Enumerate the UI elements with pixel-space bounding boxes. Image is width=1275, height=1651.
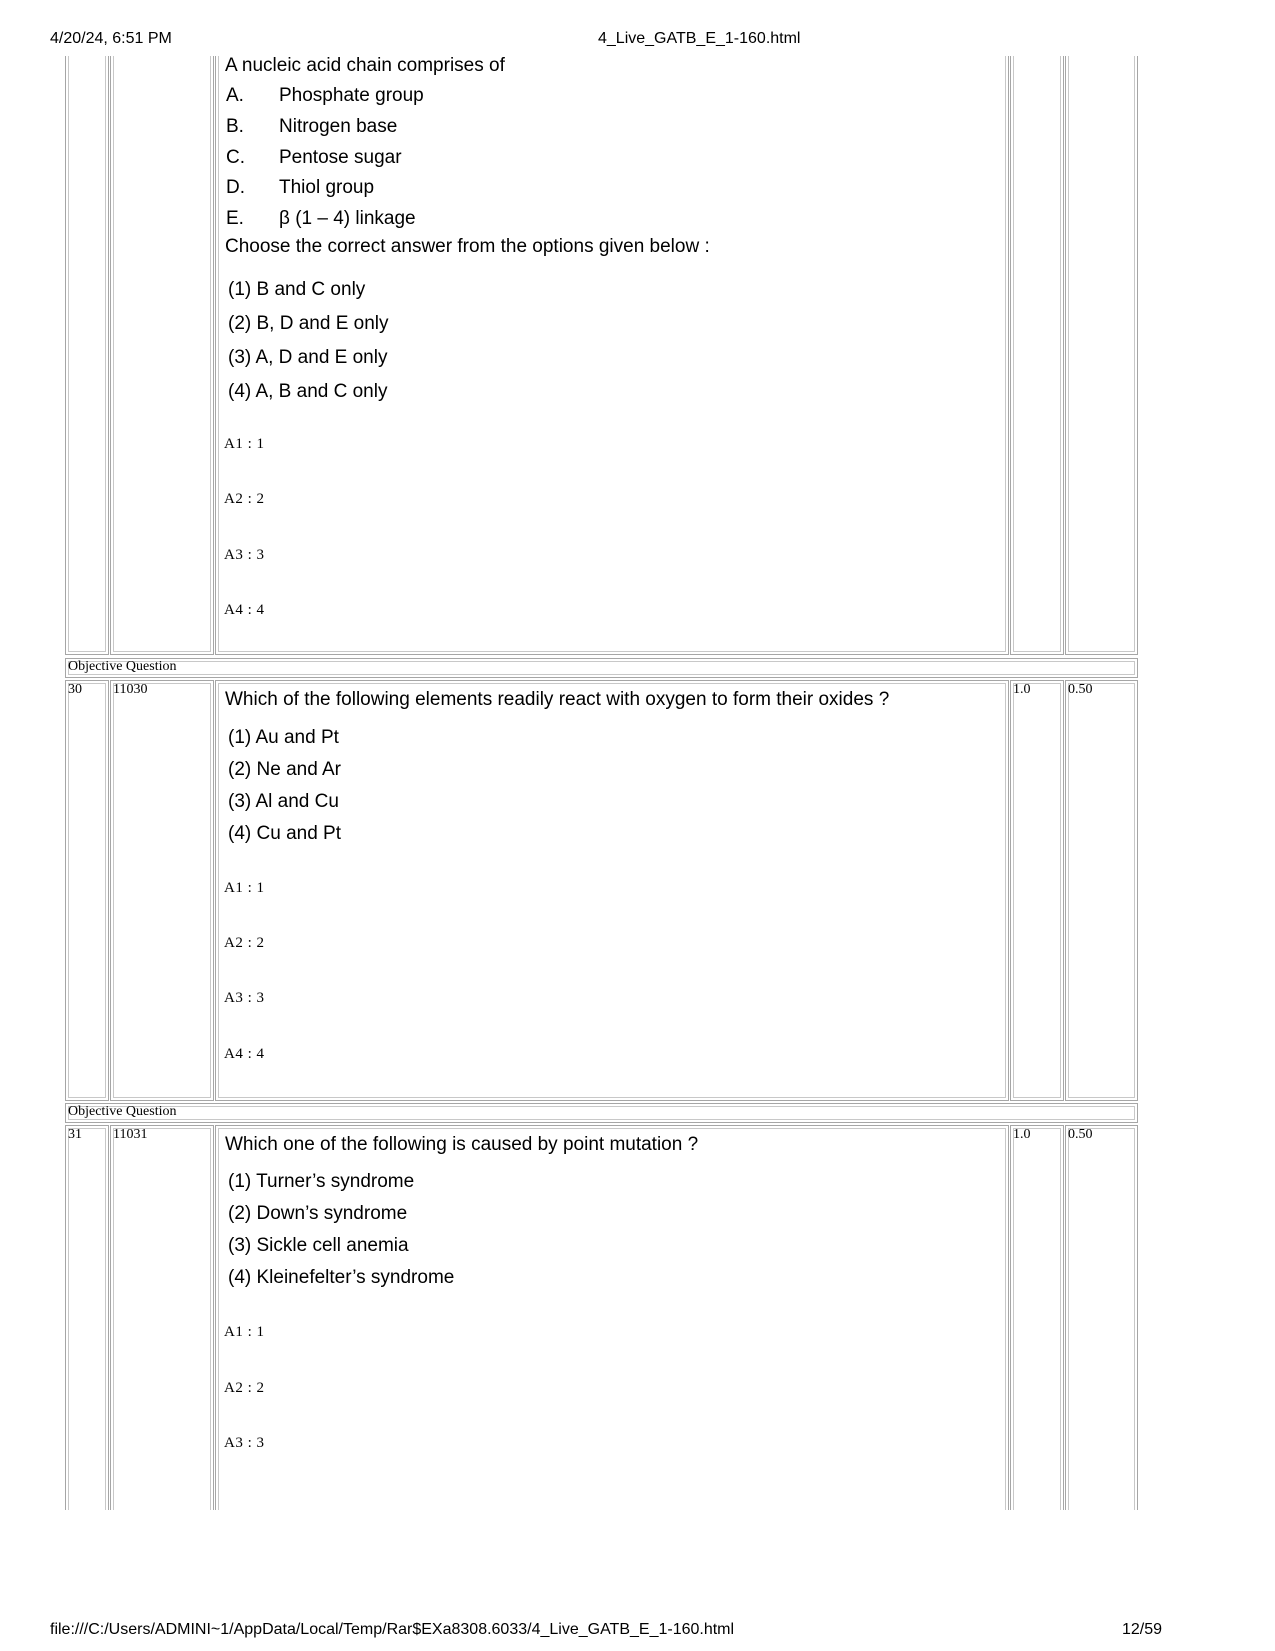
q30-answer-3: A3 : 3 (224, 990, 265, 1006)
q29-item-a-label: A. (226, 85, 244, 106)
q29-option-2: (2) B, D and E only (228, 313, 389, 334)
q30-option-4: (4) Cu and Pt (228, 823, 341, 844)
q30-negative-marks: 0.50 (1068, 682, 1093, 697)
q30-marks-cell (1010, 680, 1064, 1101)
q29-qid-cell (110, 56, 214, 655)
print-doc-title: 4_Live_GATB_E_1-160.html (598, 30, 801, 47)
q29-marks-cell (1010, 56, 1064, 655)
q31-marks: 1.0 (1013, 1127, 1031, 1142)
q30-qid-cell (110, 680, 214, 1101)
q30-option-2: (2) Ne and Ar (228, 759, 341, 780)
q31-option-4: (4) Kleinefelter’s syndrome (228, 1267, 455, 1288)
q30-question-id: 11030 (113, 682, 148, 697)
q30-answer-2: A2 : 2 (224, 935, 265, 951)
print-datetime: 4/20/24, 6:51 PM (50, 30, 172, 47)
q30-type-row (65, 658, 1138, 678)
q31-marks-cell (1010, 1125, 1064, 1510)
q30-type-label: Objective Question (68, 659, 177, 674)
q30-option-3: (3) Al and Cu (228, 791, 339, 812)
q31-negative-marks: 0.50 (1068, 1127, 1093, 1142)
q29-option-4: (4) A, B and C only (228, 381, 388, 402)
q30-sno-cell (65, 680, 109, 1101)
q31-option-1: (1) Turner’s syndrome (228, 1171, 415, 1192)
q29-item-c-text: Pentose sugar (279, 147, 402, 168)
q31-sno-cell (65, 1125, 109, 1510)
q31-option-3: (3) Sickle cell anemia (228, 1235, 409, 1256)
q29-item-a-text: Phosphate group (279, 85, 424, 106)
q29-item-d-text: Thiol group (279, 177, 375, 198)
q31-answer-3: A3 : 3 (224, 1435, 265, 1451)
q31-type-row (65, 1103, 1138, 1123)
q29-answer-2: A2 : 2 (224, 491, 265, 507)
q30-option-1: (1) Au and Pt (228, 727, 339, 748)
q29-answer-4: A4 : 4 (224, 602, 265, 618)
q29-item-e-text: β (1 – 4) linkage (279, 208, 416, 229)
q29-item-e-label: E. (226, 208, 244, 229)
q30-negative-cell (1065, 680, 1138, 1101)
q31-serial-number: 31 (68, 1127, 82, 1142)
q29-option-1: (1) B and C only (228, 279, 366, 300)
page-number: 12/59 (1122, 1621, 1163, 1638)
q31-option-2: (2) Down’s syndrome (228, 1203, 408, 1224)
q30-stem: Which of the following elements readily react with oxygen to form their oxides ? (225, 689, 890, 710)
q29-negative-cell (1065, 56, 1138, 655)
q31-negative-cell (1065, 1125, 1138, 1510)
q31-stem: Which one of the following is caused by point mutation ? (225, 1134, 699, 1155)
q30-answer-4: A4 : 4 (224, 1046, 265, 1062)
q29-stem: A nucleic acid chain comprises of (225, 55, 505, 76)
q31-answer-2: A2 : 2 (224, 1380, 265, 1396)
q30-marks: 1.0 (1013, 682, 1031, 697)
q30-answer-1: A1 : 1 (224, 880, 265, 896)
q29-answer-3: A3 : 3 (224, 547, 265, 563)
q29-item-d-label: D. (226, 177, 245, 198)
q29-item-b-label: B. (226, 116, 244, 137)
q29-item-c-label: C. (226, 147, 245, 168)
print-file-path: file:///C:/Users/ADMINI~1/AppData/Local/Temp/Rar$EXa8308.6033/4_Live_GATB_E_1-160.html (50, 1621, 735, 1638)
q31-answer-1: A1 : 1 (224, 1324, 265, 1340)
q29-option-3: (3) A, D and E only (228, 347, 388, 368)
q29-instruction: Choose the correct answer from the options given below : (225, 236, 710, 257)
q31-type-label: Objective Question (68, 1104, 177, 1119)
q31-question-id: 11031 (113, 1127, 148, 1142)
q30-serial-number: 30 (68, 682, 82, 697)
q29-sno-cell (65, 56, 109, 655)
q29-item-b-text: Nitrogen base (279, 116, 398, 137)
q29-answer-1: A1 : 1 (224, 436, 265, 452)
q31-qid-cell (110, 1125, 214, 1510)
